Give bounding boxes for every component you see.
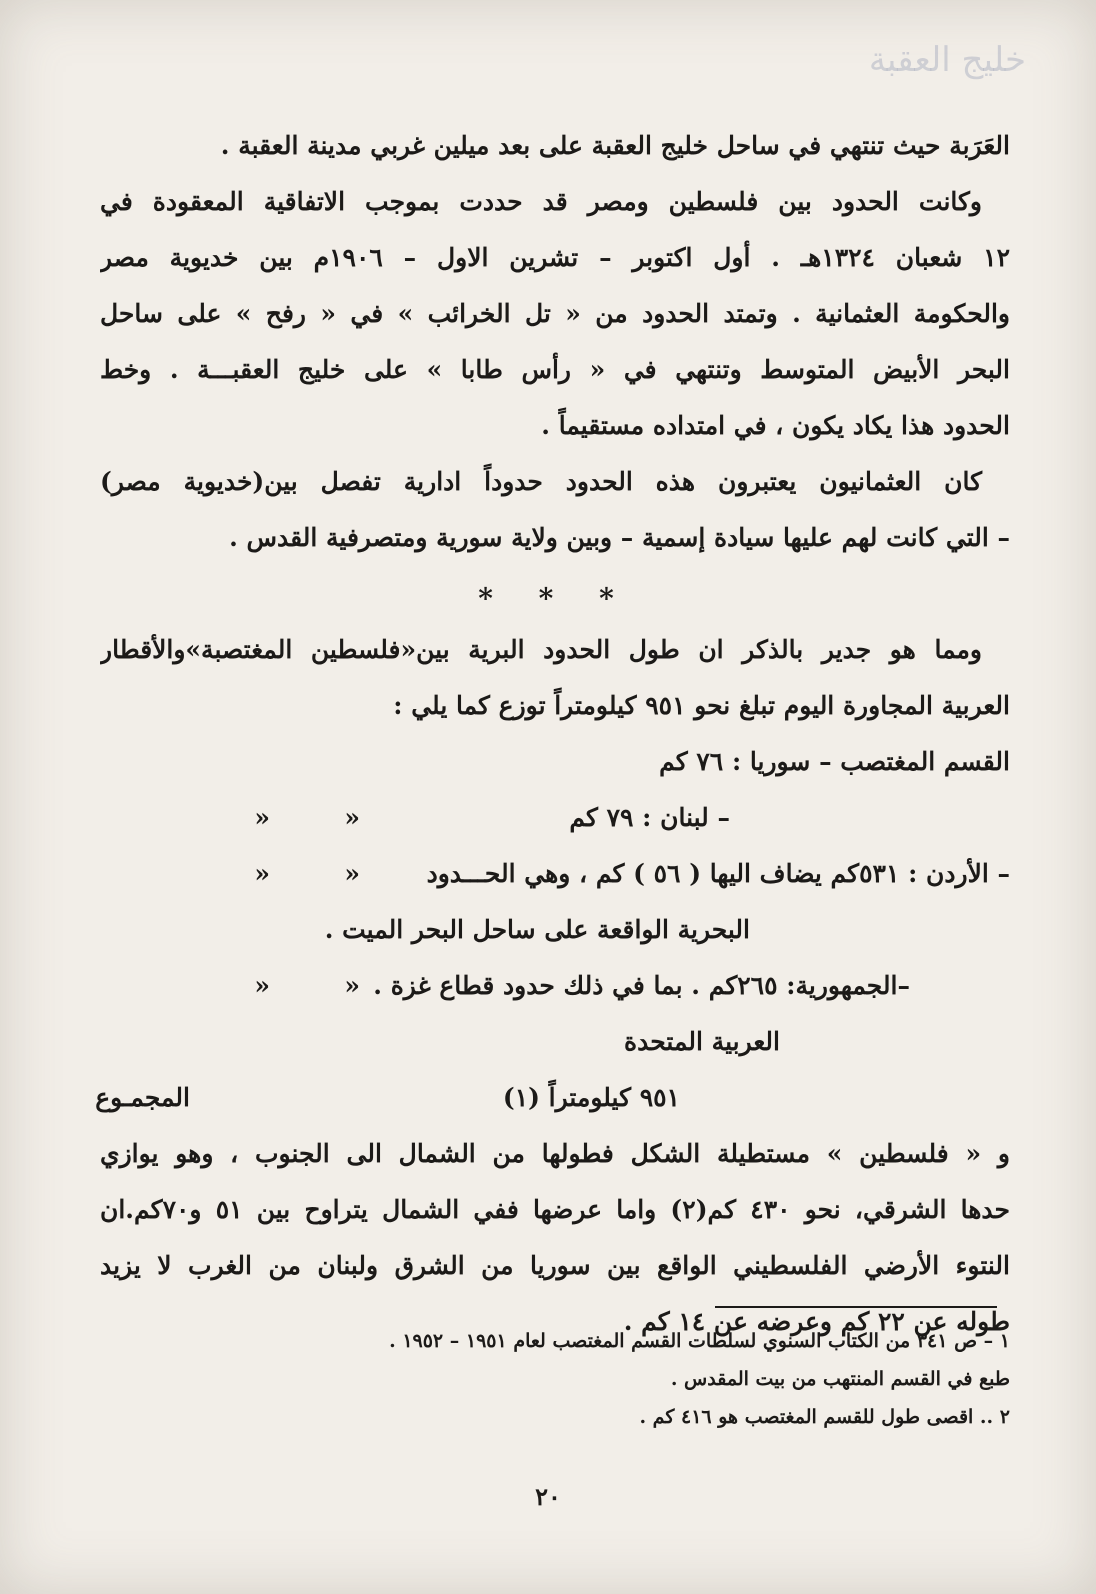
text-line: البحر الأبيض المتوسط وتنتهي في « رأس طابا » على خليج العقبـــة . وخط: [100, 355, 1010, 384]
bleed-through-header: خليج العقبة: [868, 40, 1026, 80]
total-label: المجمـوع: [95, 1083, 190, 1112]
text-line: العَرَبة حيث تنتهي في ساحل خليج العقبة على بعد ميلين غربي مدينة العقبة .: [220, 131, 1010, 160]
text-line: و « فلسطين » مستطيلة الشكل فطولها من الشمال الى الجنوب ، وهو يوازي: [100, 1139, 1010, 1168]
main-text: [95, 118, 1010, 1350]
border-jordan: – الأردن : ٥٣١كم يضاف اليها ( ٥٦ ) كم ، وهي الحـــدود: [426, 859, 1010, 888]
total-value: ٩٥١ كيلومتراً (١): [502, 1083, 680, 1112]
ditto-mark: «: [254, 971, 270, 1000]
footnotes: [100, 1322, 1010, 1436]
border-uar: –الجمهورية: ٢٦٥كم . بما في ذلك حدود قطاع غزة .: [373, 971, 910, 1000]
border-row-syria: [100, 734, 1010, 790]
ditto-mark: «: [344, 971, 360, 1000]
ditto-mark: «: [254, 803, 270, 832]
ditto-mark: «: [344, 803, 360, 832]
text-line: والحكومة العثمانية . وتمتد الحدود من « تل الخرائب » في « رفح » على ساحل: [100, 299, 1010, 328]
footnote-divider: [715, 1306, 997, 1308]
border-jordan-cont: البحرية الواقعة على ساحل البحر الميت .: [324, 915, 750, 944]
border-row-jordan-cont: [100, 902, 1010, 958]
border-row-lebanon: [100, 790, 1010, 846]
text-line: الحدود هذا يكاد يكون ، في امتداده مستقيماً .: [541, 411, 1010, 440]
text-line: النتوء الأرضي الفلسطيني الواقع بين سوريا من الشرق ولبنان من الغرب لا يزيد: [100, 1251, 1010, 1280]
text-line: – التي كانت لهم عليها سيادة إسمية – وبين ولاية سورية ومتصرفية القدس .: [229, 523, 1010, 552]
border-total-row: [95, 1070, 1010, 1126]
page-number: ٢٠: [535, 1482, 561, 1511]
text-line: طوله عن ٢٢ كم وعرضه عن ١٤ كم .: [623, 1307, 1010, 1336]
text-line: ١٢ شعبان ١٣٢٤هـ . أول اكتوبر – تشرين الاول – ١٩٠٦م بين خديوية مصر: [100, 243, 1010, 272]
text-line: ومما هو جدير بالذكر ان طول الحدود البرية بين«فلسطين المغتصبة»والأقطار: [100, 635, 982, 664]
border-row-jordan: [100, 846, 1010, 902]
text-line: العربية المجاورة اليوم تبلغ نحو ٩٥١ كيلومتراً توزع كما يلي :: [393, 691, 1010, 720]
border-row-uar-cont: [100, 1014, 1010, 1070]
text-line: كان العثمانيون يعتبرون هذه الحدود حدوداً ادارية تفصل بين(خديوية مصر): [100, 467, 982, 496]
border-row-uar: [100, 958, 1010, 1014]
ditto-mark: «: [254, 859, 270, 888]
footnote: ٢ .. اقصى طول للقسم المغتصب هو ٤١٦ كم .: [639, 1406, 1010, 1428]
border-lebanon: – لبنان : ٧٩ كم: [569, 803, 730, 832]
border-syria: القسم المغتصب – سوريا : ٧٦ كم: [659, 747, 1010, 776]
text-line: وكانت الحدود بين فلسطين ومصر قد حددت بموجب الاتفاقية المعقودة في: [100, 187, 982, 216]
border-uar-cont: العربية المتحدة: [624, 1027, 780, 1056]
ditto-mark: «: [344, 859, 360, 888]
section-separator: * * *: [478, 582, 632, 615]
footnote: طبع في القسم المنتهب من بيت المقدس .: [670, 1368, 1010, 1390]
footnote: ١ – ص ٣٤١ من الكتاب السنوي لسلطات القسم المغتصب لعام ١٩٥١ – ١٩٥٢ .: [389, 1330, 1010, 1352]
text-line: حدها الشرقي، نحو ٤٣٠ كم(٢) واما عرضها ففي الشمال يتراوح بين ٥١ و٧٠كم.ان: [100, 1195, 1010, 1224]
